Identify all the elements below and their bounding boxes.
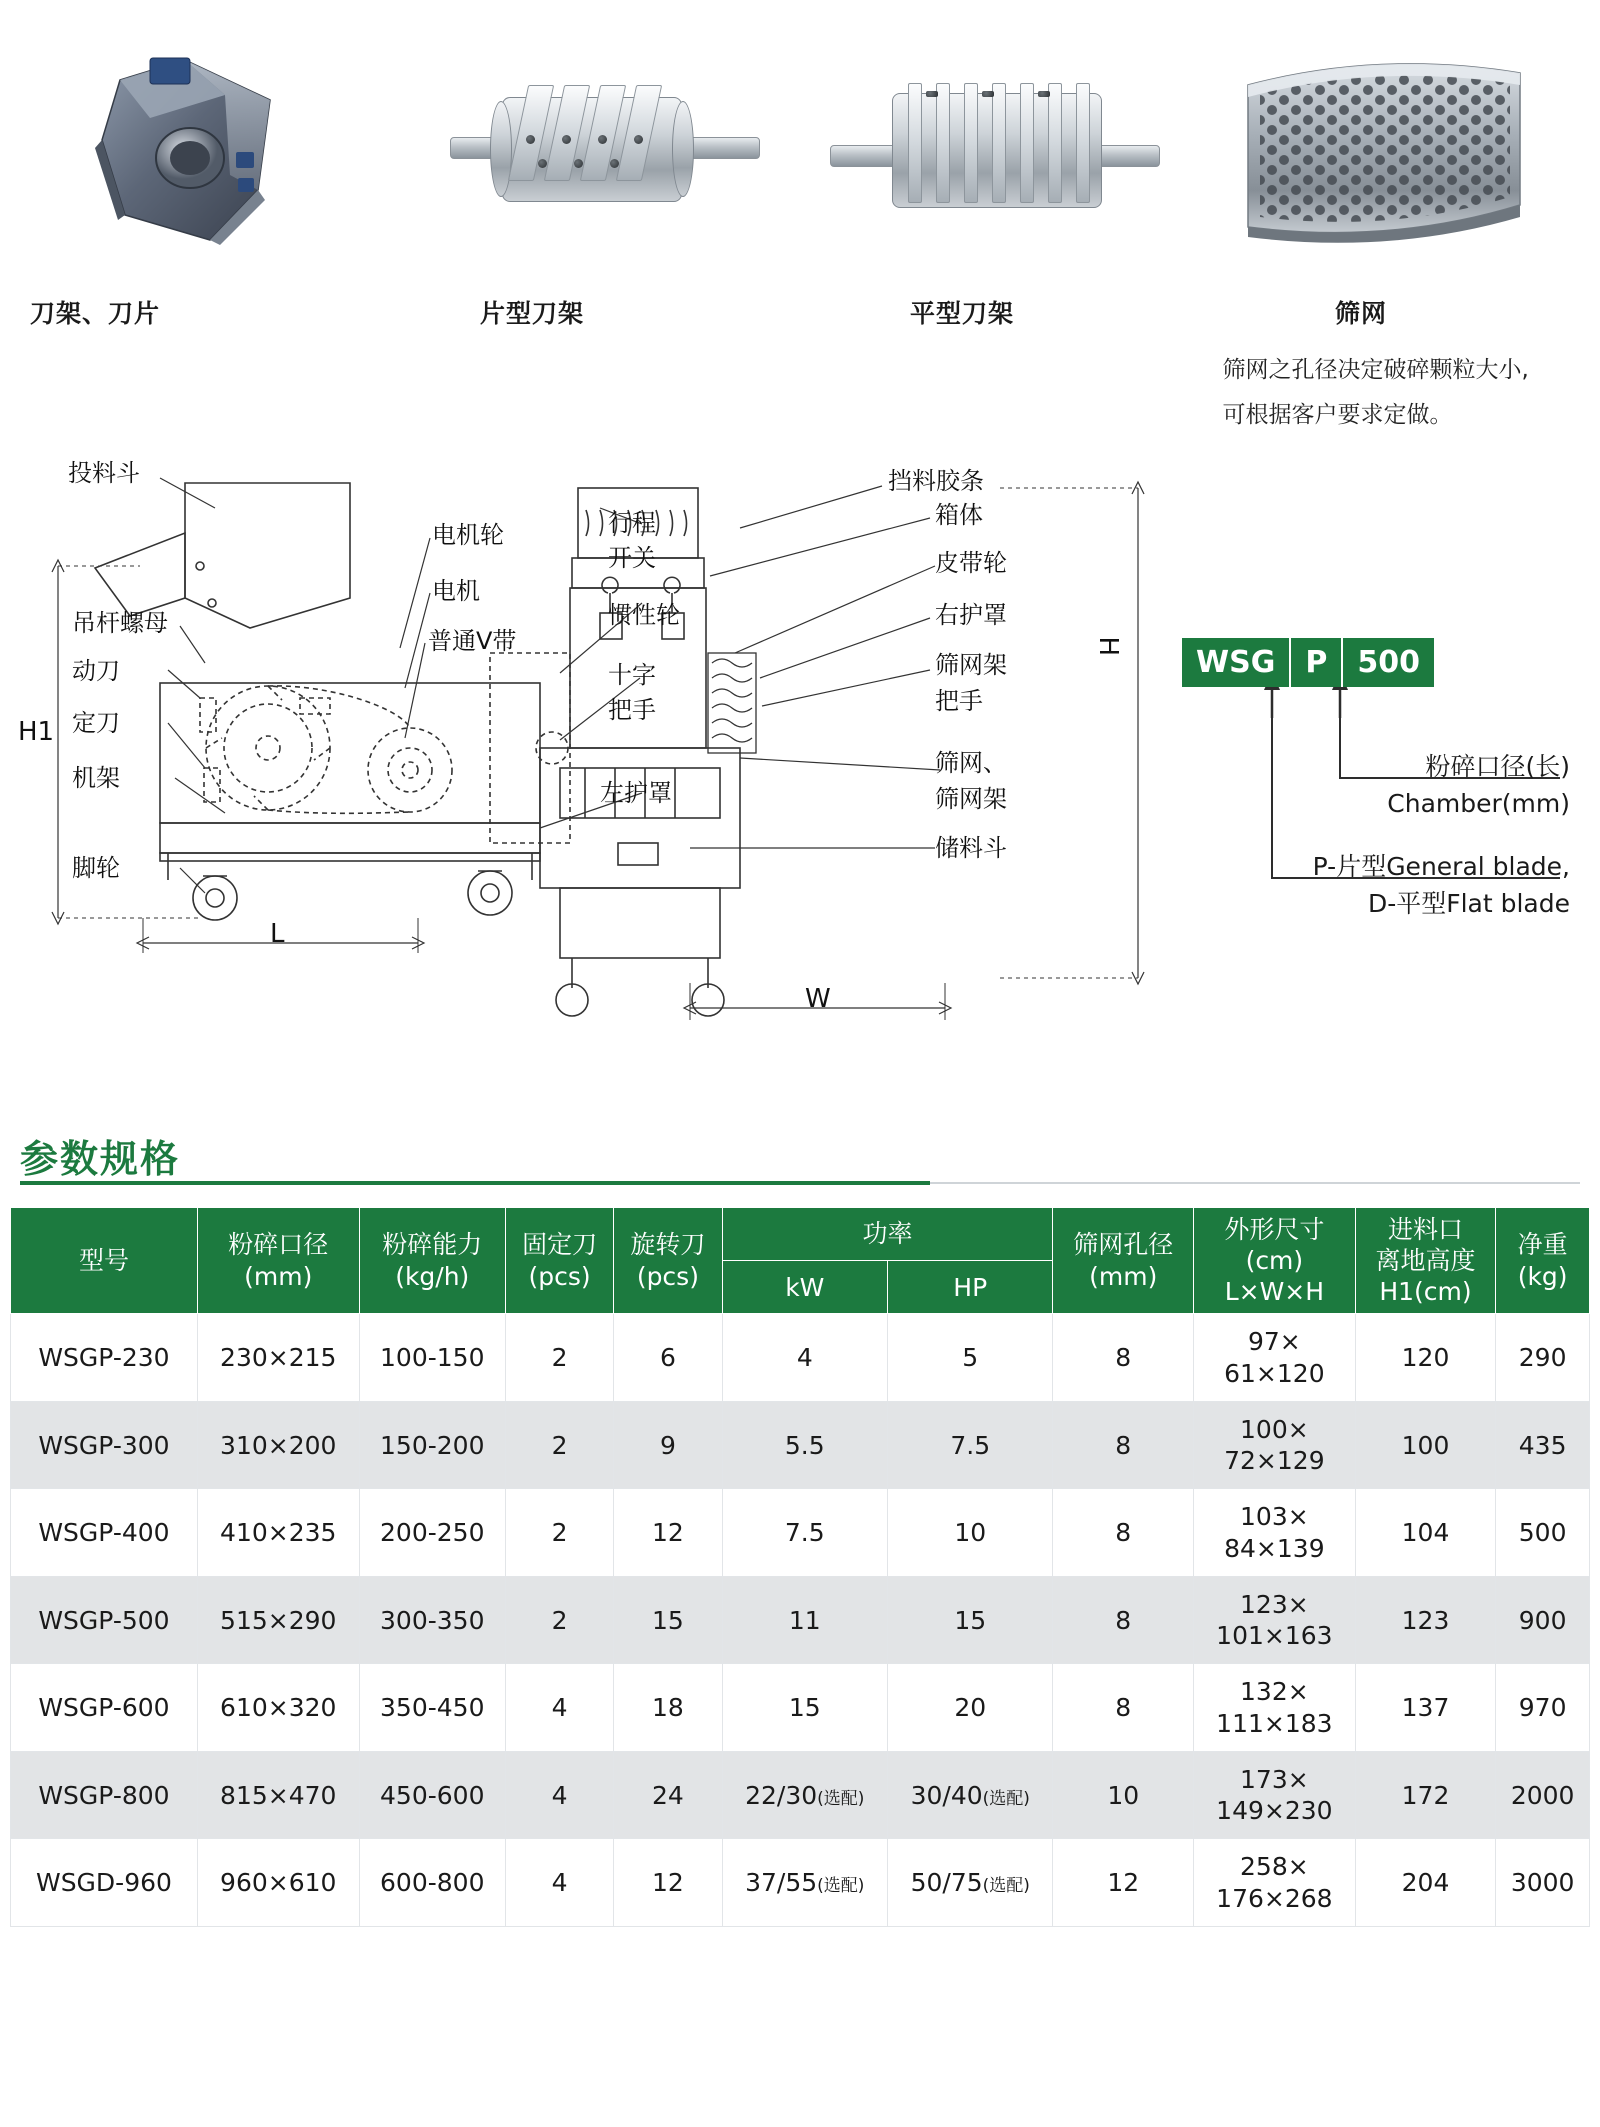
cell-chamber: 410×235: [197, 1489, 359, 1577]
cell-fixed: 2: [505, 1576, 613, 1664]
cell-capacity: 600-800: [359, 1839, 505, 1927]
cell-model: WSGP-600: [11, 1664, 198, 1752]
cell-rotary: 24: [614, 1751, 722, 1839]
cell-kw: [722, 1839, 887, 1927]
label-limit-switch-line1: 行程: [608, 508, 656, 537]
table-row: [11, 1576, 1590, 1664]
label-motor: 电机: [432, 576, 480, 605]
product-photo-cell: [30, 30, 400, 438]
label-hopper: 投料斗: [68, 458, 140, 487]
cell-dim-l1: 103×: [1240, 1502, 1309, 1532]
cell-dim-l2: 111×183: [1216, 1708, 1333, 1738]
cell-hole: 10: [1053, 1751, 1194, 1839]
th-screen-hole: [1053, 1207, 1194, 1314]
label-l: L: [270, 918, 285, 949]
cell-dim-l1: 97×: [1247, 1327, 1301, 1357]
th-rotary-blade: [614, 1207, 722, 1314]
cell-chamber: 815×470: [197, 1751, 359, 1839]
cell-dimension: [1194, 1314, 1356, 1402]
th-fixed-l2: (pcs): [528, 1261, 591, 1291]
model-code-blade-type: P: [1291, 638, 1343, 687]
spec-table-body: [11, 1314, 1590, 1927]
label-screen-and-frame-line1: 筛网、: [935, 748, 1007, 777]
cell-kw: 7.5: [722, 1489, 887, 1577]
cell-dim-l2: 149×230: [1216, 1796, 1333, 1826]
cell-kw-value: 37/55: [745, 1868, 818, 1898]
cell-weight: 500: [1496, 1489, 1590, 1577]
cell-rotary: 9: [614, 1401, 722, 1489]
cell-capacity: 300-350: [359, 1576, 505, 1664]
label-caster: 脚轮: [72, 853, 120, 882]
cell-dimension: [1194, 1576, 1356, 1664]
table-header-row: [11, 1207, 1590, 1260]
th-dimension: [1194, 1207, 1356, 1314]
photo-caption: 平型刀架: [910, 299, 1015, 328]
th-feed-l3: H1(cm): [1379, 1277, 1472, 1307]
th-power: 功率: [722, 1207, 1053, 1260]
th-capacity: [359, 1207, 505, 1314]
label-moving-blade: 动刀: [72, 656, 120, 685]
table-row: [11, 1314, 1590, 1402]
flat-blade-rotor-photo: [810, 30, 1180, 280]
label-right-cover: 右护罩: [935, 600, 1007, 629]
cell-h1: 120: [1355, 1314, 1496, 1402]
cell-dim-l2: 61×120: [1224, 1358, 1325, 1388]
cell-dim-l2: 176×268: [1216, 1883, 1333, 1913]
th-chamber-l1: 粉碎口径: [228, 1230, 329, 1260]
cell-fixed: 2: [505, 1401, 613, 1489]
cell-dimension: [1194, 1664, 1356, 1752]
cell-h1: 104: [1355, 1489, 1496, 1577]
th-chamber: [197, 1207, 359, 1314]
cell-hp: 15: [888, 1576, 1053, 1664]
th-fixed-l1: 固定刀: [522, 1230, 598, 1260]
th-weight: [1496, 1207, 1590, 1314]
cell-capacity: 450-600: [359, 1751, 505, 1839]
cell-rotary: 6: [614, 1314, 722, 1402]
table-row: [11, 1664, 1590, 1752]
th-power-kw: kW: [722, 1261, 887, 1314]
cell-model: WSGP-300: [11, 1401, 198, 1489]
table-row: [11, 1489, 1590, 1577]
cell-dim-l2: 101×163: [1216, 1621, 1333, 1651]
cell-weight: 290: [1496, 1314, 1590, 1402]
cell-dim-l1: 258×: [1240, 1852, 1309, 1882]
product-photo-cell: [810, 30, 1180, 438]
cell-capacity: 350-450: [359, 1664, 505, 1752]
th-capacity-l2: (kg/h): [395, 1261, 470, 1291]
cell-fixed: 2: [505, 1489, 613, 1577]
cell-hp: 20: [888, 1664, 1053, 1752]
chamber-note-line2: Chamber(mm): [1387, 789, 1570, 819]
blade-note-line1: P-片型General blade,: [1312, 851, 1570, 881]
cell-dimension: [1194, 1489, 1356, 1577]
cell-hole: 8: [1053, 1664, 1194, 1752]
label-screen-frame-handle-line1: 筛网架: [935, 650, 1007, 679]
cell-kw-option: (选配): [817, 1788, 865, 1809]
table-row: [11, 1839, 1590, 1927]
cell-chamber: 310×200: [197, 1401, 359, 1489]
label-rubber-strip: 挡料胶条: [888, 466, 984, 495]
cell-h1: 137: [1355, 1664, 1496, 1752]
cell-kw: 15: [722, 1664, 887, 1752]
cell-capacity: 200-250: [359, 1489, 505, 1577]
cell-rotary: 18: [614, 1664, 722, 1752]
model-code-badge: [1182, 638, 1434, 687]
general-blade-rotor-photo: [420, 30, 790, 280]
cell-fixed: 4: [505, 1664, 613, 1752]
label-belt-pulley: 皮带轮: [935, 548, 1007, 577]
label-screen-and-frame-line2: 筛网架: [935, 784, 1007, 813]
label-fixed-blade: 定刀: [72, 708, 120, 737]
cell-h1: 204: [1355, 1839, 1496, 1927]
cell-hp: [888, 1751, 1053, 1839]
chamber-note-line1: 粉碎口径(长): [1425, 751, 1570, 781]
label-limit-switch-line2: 开关: [608, 543, 656, 572]
product-photo-cell: [1200, 30, 1570, 438]
label-w: W: [805, 983, 831, 1014]
cell-fixed: 2: [505, 1314, 613, 1402]
th-rotary-l1: 旋转刀: [630, 1230, 706, 1260]
cell-fixed: 4: [505, 1751, 613, 1839]
table-row: [11, 1401, 1590, 1489]
cell-h1: 123: [1355, 1576, 1496, 1664]
th-rotary-l2: (pcs): [636, 1261, 699, 1291]
th-feed-l2: 离地高度: [1375, 1245, 1476, 1275]
model-code-size: 500: [1343, 638, 1434, 687]
cell-hp-value: 50/75: [910, 1868, 983, 1898]
technical-diagram: [0, 448, 1600, 1088]
cell-dim-l1: 173×: [1240, 1764, 1309, 1794]
cell-kw: 4: [722, 1314, 887, 1402]
cell-chamber: 515×290: [197, 1576, 359, 1664]
cell-hp: 7.5: [888, 1401, 1053, 1489]
cell-rotary: 15: [614, 1576, 722, 1664]
label-v-belt: 普通V带: [428, 626, 517, 655]
cell-weight: 435: [1496, 1401, 1590, 1489]
cell-hp-option: (选配): [982, 1876, 1030, 1897]
blade-note-line2: D-平型Flat blade: [1367, 889, 1570, 919]
label-left-cover: 左护罩: [600, 778, 672, 807]
cell-rotary: 12: [614, 1839, 722, 1927]
label-storage-bin: 储料斗: [935, 833, 1007, 862]
blade-holder-photo: [30, 30, 400, 280]
cell-rotary: 12: [614, 1489, 722, 1577]
cell-kw: 5.5: [722, 1401, 887, 1489]
cell-dimension: [1194, 1839, 1356, 1927]
cell-weight: 2000: [1496, 1751, 1590, 1839]
cell-model: WSGP-500: [11, 1576, 198, 1664]
cell-dim-l2: 84×139: [1224, 1533, 1325, 1563]
cell-model: WSGD-960: [11, 1839, 198, 1927]
table-row: [11, 1751, 1590, 1839]
photo-caption: 筛网: [1335, 299, 1388, 328]
cell-hp-option: (选配): [982, 1788, 1030, 1809]
cell-dim-l2: 72×129: [1224, 1446, 1325, 1476]
th-dim-l1: 外形尺寸: [1224, 1214, 1325, 1244]
th-fixed-blade: [505, 1207, 613, 1314]
th-power-hp: HP: [888, 1261, 1053, 1314]
cell-dim-l1: 100×: [1240, 1414, 1309, 1444]
cell-hole: 8: [1053, 1314, 1194, 1402]
cell-hole: 8: [1053, 1401, 1194, 1489]
cell-dim-l1: 132×: [1240, 1677, 1309, 1707]
section-title: 参数规格: [20, 1136, 181, 1181]
model-code-chamber-note: [1240, 748, 1570, 823]
label-screen-frame-handle-line2: 把手: [935, 686, 983, 715]
th-dim-l2: (cm): [1245, 1245, 1304, 1275]
cell-dim-l1: 123×: [1240, 1589, 1309, 1619]
product-photo-row: [0, 0, 1600, 438]
label-cross-handle-line2: 把手: [608, 695, 656, 724]
th-model: 型号: [11, 1207, 198, 1314]
cell-weight: 900: [1496, 1576, 1590, 1664]
cell-hp: 10: [888, 1489, 1053, 1577]
cell-model: WSGP-800: [11, 1751, 198, 1839]
cell-chamber: 610×320: [197, 1664, 359, 1752]
cell-kw: 11: [722, 1576, 887, 1664]
cell-model: WSGP-400: [11, 1489, 198, 1577]
photo-caption: 刀架、刀片: [30, 299, 161, 328]
cell-fixed: 4: [505, 1839, 613, 1927]
label-inertia-wheel: 惯性轮: [608, 600, 680, 629]
photo-caption: 片型刀架: [480, 299, 585, 328]
cell-hp-value: 30/40: [910, 1780, 983, 1810]
th-dim-l3: L×W×H: [1224, 1277, 1325, 1307]
label-h: H: [1093, 636, 1124, 656]
cell-hp: [888, 1839, 1053, 1927]
spec-section-header: [20, 1128, 1580, 1185]
cell-weight: 3000: [1496, 1839, 1590, 1927]
cell-dimension: [1194, 1401, 1356, 1489]
cell-hole: 8: [1053, 1576, 1194, 1664]
cell-kw-option: (选配): [817, 1876, 865, 1897]
th-hole-l1: 筛网孔径: [1073, 1230, 1174, 1260]
model-code-blade-note: [1160, 848, 1570, 923]
cell-dimension: [1194, 1751, 1356, 1839]
label-cross-handle-line1: 十字: [608, 660, 656, 689]
label-frame: 机架: [72, 763, 120, 792]
cell-chamber: 960×610: [197, 1839, 359, 1927]
label-cabinet: 箱体: [935, 500, 983, 529]
cell-weight: 970: [1496, 1664, 1590, 1752]
label-h1: H1: [18, 716, 55, 747]
th-chamber-l2: (mm): [244, 1261, 313, 1291]
cell-kw-value: 22/30: [745, 1780, 818, 1810]
screen-note-text: 筛网之孔径决定破碎颗粒大小, 可根据客户要求定做。: [1222, 357, 1529, 428]
cell-capacity: 100-150: [359, 1314, 505, 1402]
label-motor-pulley: 电机轮: [432, 520, 504, 549]
cell-hole: 12: [1053, 1839, 1194, 1927]
th-hole-l2: (mm): [1089, 1261, 1158, 1291]
th-feed-height: [1355, 1207, 1496, 1314]
cell-kw: [722, 1751, 887, 1839]
cell-hp: 5: [888, 1314, 1053, 1402]
cell-capacity: 150-200: [359, 1401, 505, 1489]
label-hanger-nut: 吊杆螺母: [72, 608, 168, 637]
cell-h1: 172: [1355, 1751, 1496, 1839]
model-code-prefix: WSG: [1182, 638, 1291, 687]
screen-mesh-photo: [1200, 30, 1570, 280]
spec-table: [10, 1207, 1590, 1927]
th-weight-l1: 净重: [1517, 1230, 1568, 1260]
cell-h1: 100: [1355, 1401, 1496, 1489]
th-capacity-l1: 粉碎能力: [382, 1230, 483, 1260]
product-photo-cell: [420, 30, 790, 438]
th-weight-l2: (kg): [1517, 1261, 1568, 1291]
cell-hole: 8: [1053, 1489, 1194, 1577]
cell-model: WSGP-230: [11, 1314, 198, 1402]
cell-chamber: 230×215: [197, 1314, 359, 1402]
th-feed-l1: 进料口: [1387, 1214, 1463, 1244]
